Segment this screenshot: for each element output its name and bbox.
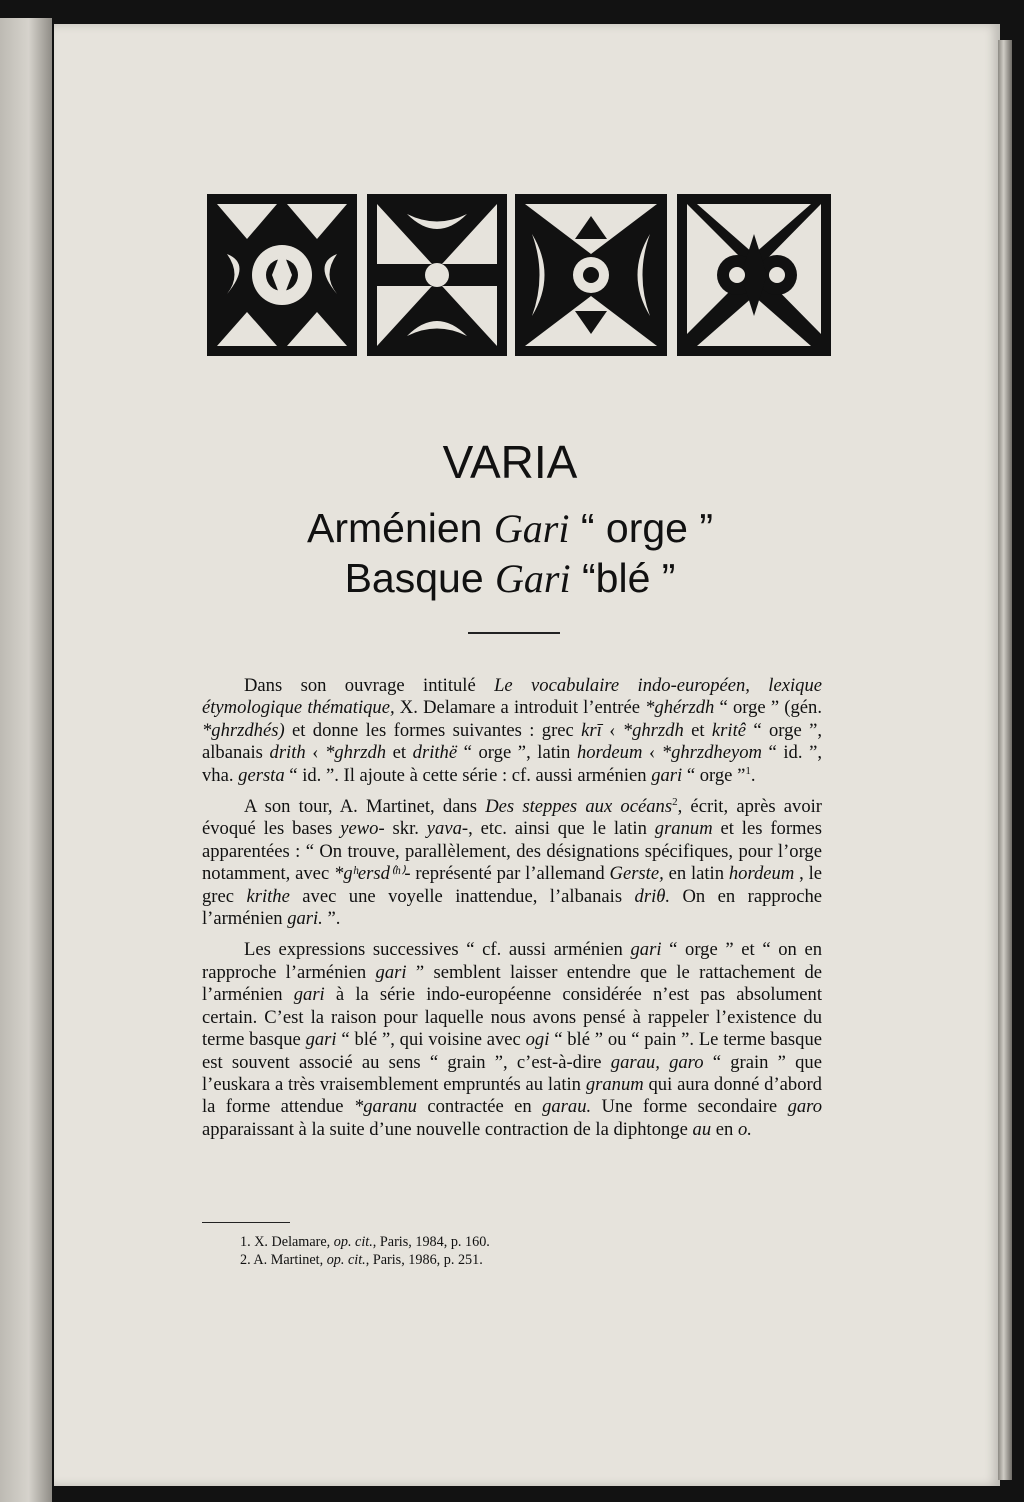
text-run: à la série indo-européenne considérée n’est pas absolument certain. C’est la raison pour laquelle nous avons pensé à rappeler l’existence du terme basque (202, 984, 822, 1051)
text-run: ‹ (642, 742, 662, 764)
page-stack-edge (998, 40, 1012, 1480)
article-title-line-1 (200, 505, 820, 552)
text-run: o. (737, 1118, 752, 1140)
title-gloss-orge: “ orge ” (569, 505, 713, 551)
text-run: op. cit. (333, 1234, 373, 1250)
text-run: , écrit, après avoir évoqué les bases (202, 796, 822, 840)
text-run: “ orge ”, albanais (202, 719, 822, 764)
text-run: ogi (525, 1029, 550, 1051)
text-run: et (683, 719, 712, 741)
footnote-ref: 2 (672, 795, 678, 808)
text-run: drith (269, 742, 306, 764)
text-run: *gʰersd⁽ʰ⁾- (334, 863, 411, 885)
text-run: et les formes apparentées : “ On trouve, parallèlement, des désignations spécifiques, pour l’orge notamment, avec (202, 818, 822, 885)
text-run: gersta (238, 764, 285, 786)
text-run: avec une voyelle inattendue, l’albanais (289, 885, 635, 907)
text-run: “ id. ”, vha. (202, 742, 822, 786)
text-run: représenté par l’allemand (410, 863, 610, 885)
text-run: A son tour, A. Martinet, dans (244, 796, 486, 818)
text-run: *ghrzdh (325, 742, 387, 764)
text-run: ‹ (305, 742, 326, 764)
text-run: “ orge ” et “ on en rapproche l’arménien (202, 939, 822, 983)
text-run: “ grain ” que l’euskara a très vraisemblement empruntés au latin (202, 1051, 822, 1095)
text-run: ” semblent laisser entendre que le rattachement de l’arménien (202, 961, 822, 1006)
body-paragraph (202, 796, 822, 930)
text-run: “ blé ” ou “ pain ”. Le terme basque est souvent associé au sens “ grain ”, c’est-à-dire (202, 1029, 822, 1073)
title-divider (468, 632, 560, 634)
title-word-gari-basque: Gari (495, 556, 571, 601)
text-run: en latin (663, 863, 729, 885)
text-run: , le grec (202, 863, 823, 907)
text-run: gari (305, 1029, 337, 1051)
text-run: yewo- (340, 818, 385, 840)
text-run: “ orge ” (gén. (714, 697, 822, 719)
body-paragraph (202, 939, 822, 1141)
text-run: *ghérzdh (645, 697, 715, 719)
title-word-gari-armenian: Gari (493, 506, 570, 551)
text-run: On en rapproche l’arménien (202, 885, 822, 930)
text-run: Des steppes aux océans (485, 796, 673, 818)
text-run: X. Delamare a introduit l’entrée (394, 697, 646, 719)
text-run: krī (581, 719, 602, 741)
footnote-item (240, 1234, 800, 1252)
article-title-line-2 (200, 555, 820, 602)
text-run: “ id. ”. Il ajoute à cette série : cf. aussi arménien (284, 764, 652, 786)
text-run: Gerste, (609, 863, 664, 885)
footnote-ref: 1 (745, 764, 751, 777)
text-run: kritê (711, 719, 746, 741)
text-run: *garanu (353, 1096, 417, 1118)
text-run: 2. A. Martinet, (240, 1251, 327, 1268)
text-run: en (711, 1118, 738, 1140)
body-paragraph (202, 675, 822, 787)
text-run: gari (651, 764, 683, 786)
text-run: . (750, 764, 756, 786)
ornamental-frieze-icon (207, 194, 831, 356)
footnotes (240, 1234, 800, 1269)
text-run: op. cit. (326, 1251, 366, 1268)
text-run: “ blé ”, qui voisine avec (336, 1029, 526, 1051)
text-run: gari (293, 984, 325, 1006)
title-prefix-armenian: Arménien (307, 505, 494, 551)
text-run: Le vocabulaire indo-européen, lexique étymologique thématique, (202, 675, 822, 719)
text-run: contractée en (416, 1096, 543, 1118)
title-prefix-basque: Basque (344, 555, 496, 601)
text-run: granum (654, 818, 713, 840)
text-run: *ghrzdh (622, 719, 684, 741)
text-run: gari (375, 961, 407, 983)
text-run: Une forme secondaire (591, 1096, 788, 1118)
text-run: garau, garo (610, 1051, 704, 1073)
text-run: ”. (322, 908, 341, 930)
text-run: , etc. ainsi que le latin (468, 818, 655, 840)
text-run: drithë (412, 742, 458, 764)
text-run: driθ. (634, 885, 671, 907)
text-run: “ orge ” (682, 764, 746, 786)
text-run: hordeum (576, 742, 643, 764)
text-run: granum (585, 1073, 644, 1095)
footnote-divider (202, 1222, 290, 1223)
text-run: , Paris, 1984, p. 160. (372, 1234, 490, 1250)
facing-page-edge (0, 18, 52, 1502)
text-run: garau. (542, 1096, 592, 1118)
text-run: gari (630, 939, 662, 961)
title-gloss-ble: “blé ” (570, 555, 676, 601)
text-run: , Paris, 1986, p. 251. (365, 1251, 483, 1268)
footnote-item (240, 1252, 800, 1270)
text-run: Les expressions successives “ cf. aussi arménien (244, 939, 631, 961)
text-run: *ghrzdhés) (202, 719, 285, 741)
section-title: VARIA (442, 436, 578, 488)
text-run: ‹ (601, 719, 623, 741)
text-run: qui aura donné d’abord la forme attendue (202, 1073, 822, 1118)
text-run: au (692, 1118, 712, 1140)
article-body (202, 675, 822, 1150)
text-run: hordeum (728, 863, 795, 885)
text-run: *ghrzdheyom (661, 742, 762, 764)
text-run: garo (787, 1096, 822, 1118)
text-run: Dans son ouvrage intitulé (244, 675, 495, 696)
text-run: et (386, 742, 413, 764)
text-run: et donne les formes suivantes : grec (284, 719, 582, 741)
text-run: gari. (287, 908, 323, 930)
text-run: 1. X. Delamare, (240, 1234, 334, 1250)
text-run: krithe (246, 885, 290, 907)
text-run: skr. (384, 818, 427, 840)
text-run: apparaissant à la suite d’une nouvelle contraction de la diphtonge (202, 1118, 693, 1140)
text-run: yava- (426, 818, 469, 840)
text-run: “ orge ”, latin (457, 742, 577, 764)
